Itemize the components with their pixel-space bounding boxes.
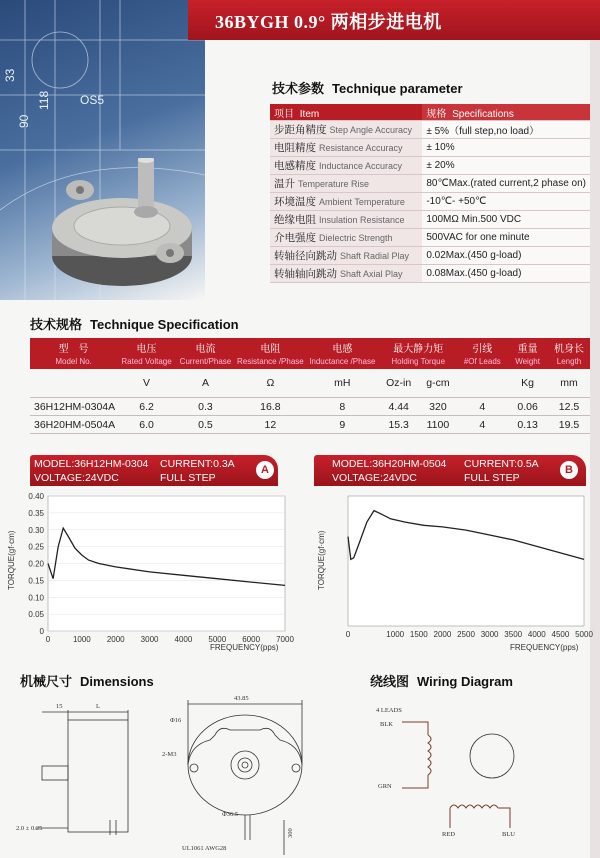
chart-a-current: CURRENT:0.3A xyxy=(160,458,235,470)
chart-b-xlabel: FREQUENCY(pps) xyxy=(510,643,579,652)
parameter-row: 电阻精度 Resistance Accuracy ± 10% xyxy=(270,139,590,157)
parameter-row: 电感精度 Inductance Accuracy ± 20% xyxy=(270,157,590,175)
page-title: 36BYGH 0.9° 两相步进电机 xyxy=(215,12,442,32)
dimensions-title xyxy=(20,671,154,690)
chart-b-model: MODEL:36H20HM-0504 xyxy=(332,458,447,470)
title-cn: 技术参数 xyxy=(272,81,325,96)
wiring-blk-lead xyxy=(402,722,428,735)
wiring-blu-lead xyxy=(498,808,510,828)
title-cn: 机械尺寸 xyxy=(20,674,73,689)
chart-b-xtick-label: 3000 xyxy=(480,630,499,639)
chart-a-ytick-label: 0.35 xyxy=(28,508,44,518)
wiring-coil-a xyxy=(428,735,431,775)
chart-b-xtick-label: 2500 xyxy=(457,630,475,639)
spec-header-cn-row: 型 号 电压 电流 电阻 电感 最大静力矩 引线 重量 机身长 xyxy=(30,338,590,355)
chart-a-xtick-label: 5000 xyxy=(208,635,227,644)
chart-b-header xyxy=(314,455,586,486)
chart-a-ytick-label: 0.40 xyxy=(28,492,44,501)
parameter-row: 环境温度 Ambient Temperature -10℃- +50℃ xyxy=(270,193,590,211)
title-en: Technique parameter xyxy=(332,81,463,96)
technique-parameter-title xyxy=(272,78,463,97)
title-en: Technique Specification xyxy=(90,317,239,332)
chart-a-ytick-label: 0.20 xyxy=(28,559,44,569)
parameter-row: 步距角精度 Step Angle Accuracy ± 5%（full step,no load） xyxy=(270,121,590,139)
spec-units-row: V A Ω mH Oz-in g-cm Kg mm xyxy=(30,369,590,398)
parameter-header-row: 项目 Item 规格 Specifications xyxy=(270,104,590,121)
chart-a-xlabel: FREQUENCY(pps) xyxy=(210,643,279,652)
parameter-row: 转轴径向跳动 Shaft Radial Play 0.02Max.(450 g-load) xyxy=(270,247,590,265)
chart-b-xtick-label: 3500 xyxy=(504,630,523,639)
wiring-diagram-title xyxy=(370,671,513,690)
wiring-coil-b xyxy=(450,805,498,808)
chart-a-ytick-label: 0.30 xyxy=(28,525,44,535)
blueprint-dim-os5: OS5 xyxy=(80,93,105,107)
wiring-blk-label: BLK xyxy=(380,721,393,728)
chart-a-badge: A xyxy=(256,461,274,479)
chart-a-xtick-label: 7000 xyxy=(276,635,294,644)
page-side-strip xyxy=(590,0,600,858)
chart-a-voltage: VOLTAGE:24VDC xyxy=(34,472,119,484)
chart-a-ylabel: TORQUE(gf·cm) xyxy=(7,530,16,590)
parameter-row: 介电强度 Dielectric Strength 500VAC for one minute xyxy=(270,229,590,247)
chart-b-step: FULL STEP xyxy=(464,472,520,484)
spec-row: 36H20HM-0504A 6.0 0.5 12 9 15.3 1100 4 0.13 19.5 xyxy=(30,416,590,434)
blueprint-dim-118: 118 xyxy=(37,90,51,110)
parameter-row: 转轴轴向跳动 Shaft Axial Play 0.08Max.(450 g-load) xyxy=(270,265,590,283)
chart-a-ytick-label: 0.10 xyxy=(28,593,44,603)
wiring-leads-label: 4 LEADS xyxy=(376,707,402,714)
dim-phi16: Φ16 xyxy=(170,717,182,724)
chart-b-xtick-label: 1500 xyxy=(409,630,428,639)
blueprint-dim-90: 90 xyxy=(17,114,31,128)
chart-a-ytick-label: 0 xyxy=(39,627,44,636)
wiring-diagram xyxy=(370,700,570,850)
chart-b-xtick-label: 5000 xyxy=(575,630,593,639)
wiring-grn-lead xyxy=(402,775,428,788)
chart-a-torque xyxy=(0,490,300,655)
dim-wire-spec: UL1061 AWG28 xyxy=(182,845,227,852)
dim-300: 300 xyxy=(287,828,294,838)
chart-b-ylabel: TORQUE(gf·cm) xyxy=(317,530,326,590)
dim-2-m3: 2-M3 xyxy=(162,751,177,758)
stepper-motor-photo xyxy=(50,158,195,298)
chart-a-step: FULL STEP xyxy=(160,472,216,484)
chart-b-xtick-label: 4000 xyxy=(527,630,546,639)
dim-15: 15 xyxy=(56,703,63,710)
title-en: Dimensions xyxy=(80,674,154,689)
chart-a-xtick-label: 6000 xyxy=(242,635,261,644)
spec-row: 36H12HM-0304A 6.2 0.3 16.8 8 4.44 320 4 0.06 12.5 xyxy=(30,398,590,416)
chart-a-xtick-label: 3000 xyxy=(140,635,159,644)
chart-b-xtick-label: 2000 xyxy=(433,630,452,639)
wiring-rotor-circle xyxy=(470,734,514,778)
title-cn: 绕线图 xyxy=(370,674,410,689)
blueprint-dim-33: 33 xyxy=(3,68,17,82)
chart-b-xtick-label: 1000 xyxy=(386,630,405,639)
dim-43-85: 43.85 xyxy=(234,695,249,702)
dim-2-0-tolerance: 2.0 ± 0.25 xyxy=(16,825,43,832)
dim-phi36-5: Φ36.5 xyxy=(222,811,239,818)
title-cn: 技术规格 xyxy=(30,317,83,332)
chart-a-xtick-label: 4000 xyxy=(174,635,193,644)
specification-table xyxy=(30,338,590,434)
dim-l: L xyxy=(96,703,100,710)
chart-b-xtick-label: 0 xyxy=(345,630,351,639)
chart-b-torque xyxy=(300,490,595,655)
chart-b-xtick-label: 4500 xyxy=(551,630,570,639)
chart-b-current: CURRENT:0.5A xyxy=(464,458,539,470)
parameter-row: 绝缘电阻 Insulation Resistance 100MΩ Min.500 VDC xyxy=(270,211,590,229)
title-en: Wiring Diagram xyxy=(417,674,513,689)
technique-specification-title xyxy=(30,314,239,333)
chart-a-xtick-label: 1000 xyxy=(72,635,91,644)
chart-a-xtick-label: 2000 xyxy=(106,635,125,644)
parameter-table xyxy=(270,104,590,283)
chart-a-xtick-label: 0 xyxy=(45,635,51,644)
dimensions-drawing xyxy=(10,690,340,858)
chart-b-badge: B xyxy=(560,461,578,479)
chart-b-voltage: VOLTAGE:24VDC xyxy=(332,472,417,484)
chart-a-ytick-label: 0.05 xyxy=(28,610,44,620)
side-view-body xyxy=(68,720,128,832)
wiring-blu-label: BLU xyxy=(502,831,515,838)
chart-a-ytick-label: 0.15 xyxy=(28,576,44,586)
chart-a-ytick-label: 0.25 xyxy=(28,542,44,552)
wiring-grn-label: GRN xyxy=(378,783,392,790)
side-view-shaft xyxy=(42,766,68,780)
spec-header-en-row: Model No. Rated Voltage Current/Phase Resistance /Phase Inductance /Phase Holding Torque #Of Leads Weight Length xyxy=(30,355,590,369)
chart-a-model: MODEL:36H12HM-0304 xyxy=(34,458,149,470)
chart-a-header xyxy=(30,455,278,486)
wiring-red-label: RED xyxy=(442,831,455,838)
parameter-row: 温升 Temperature Rise 80℃Max.(rated current,2 phase on) xyxy=(270,175,590,193)
